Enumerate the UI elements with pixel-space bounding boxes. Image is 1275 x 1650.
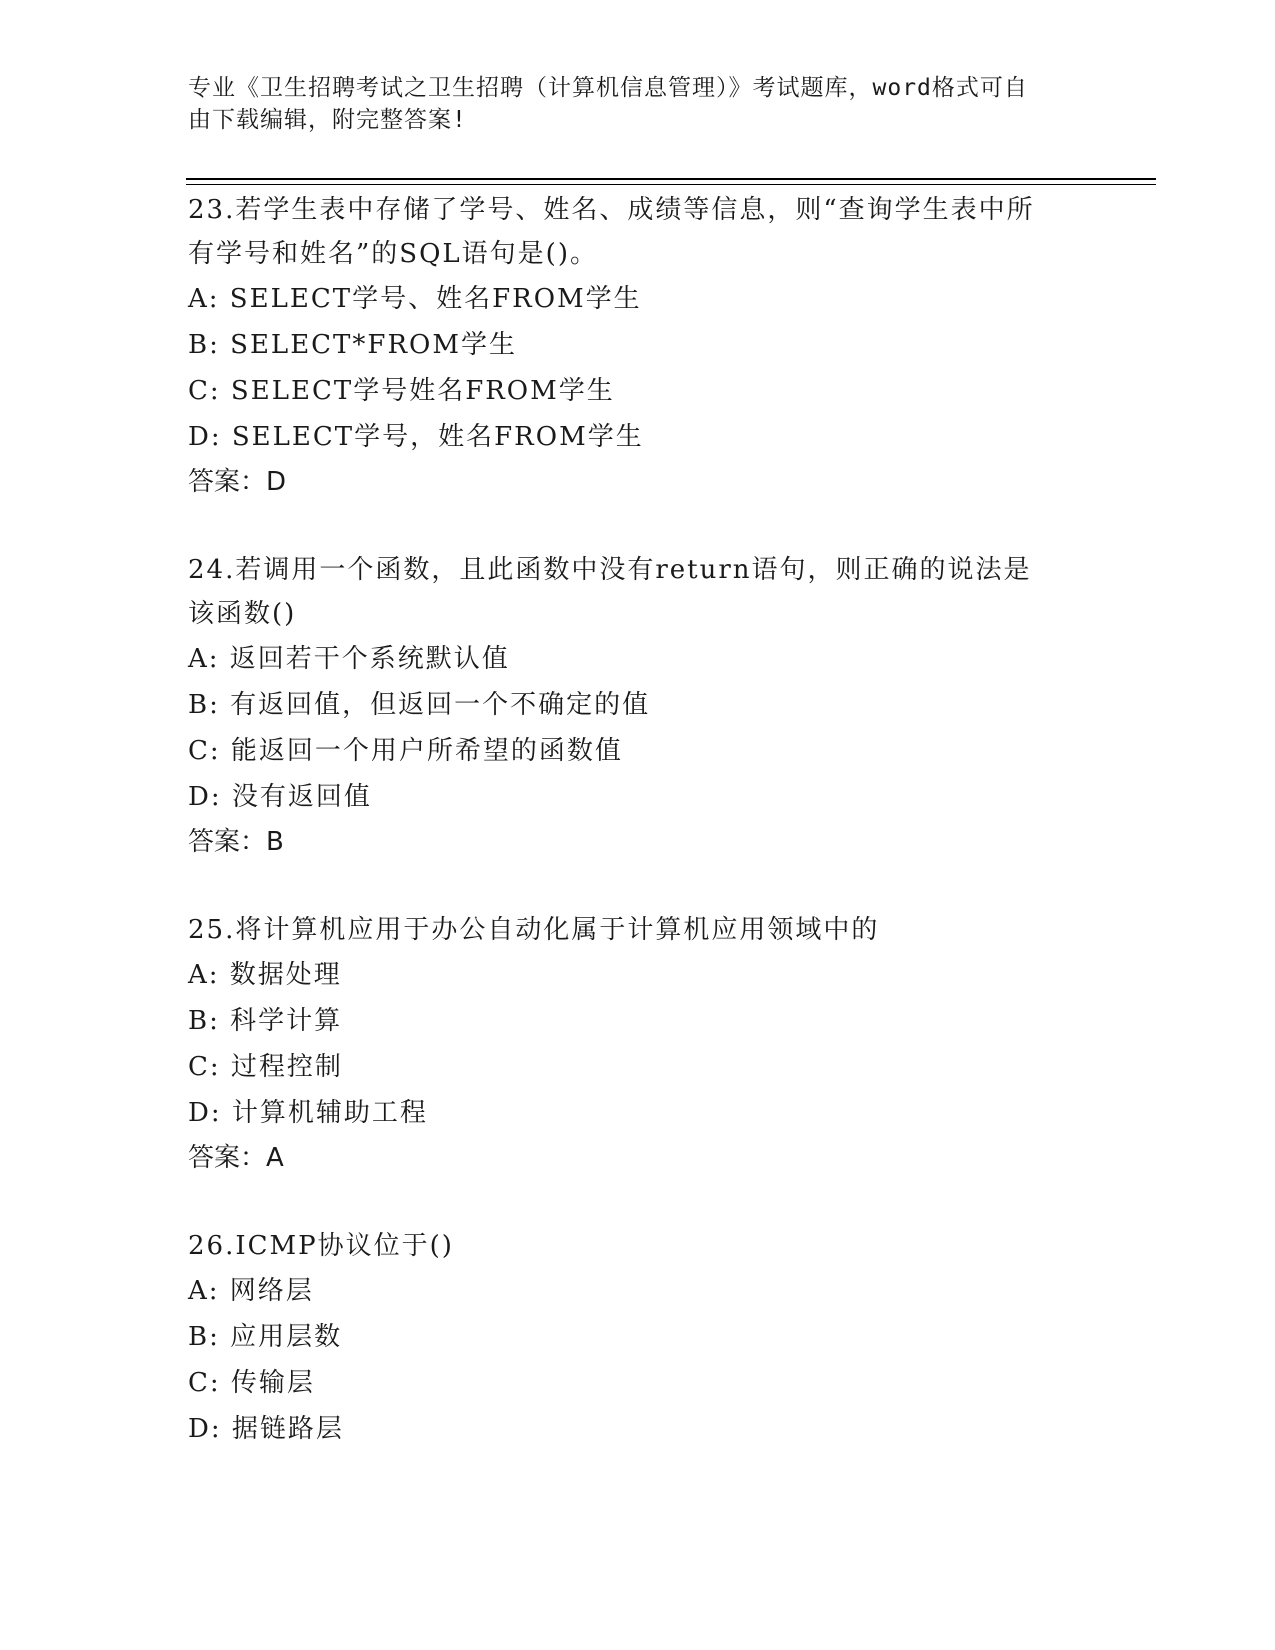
- option-c: C: 过程控制: [188, 1052, 343, 1082]
- question-list: [188, 188, 1088, 1496]
- header-divider-thick: [186, 178, 1156, 180]
- answer-line: 答案：B: [188, 827, 284, 857]
- question-text-line: 有学号和姓名”的SQL语句是()。: [188, 239, 598, 269]
- question-text-line: 该函数(): [188, 599, 297, 629]
- option-a: A: 网络层: [188, 1276, 314, 1306]
- option-d: D: 没有返回值: [188, 782, 372, 812]
- question-text-line: 25.将计算机应用于办公自动化属于计算机应用领域中的: [188, 915, 880, 945]
- option-b: B: 科学计算: [188, 1006, 343, 1036]
- option-d: D: SELECT学号，姓名FROM学生: [188, 422, 644, 452]
- question-26: [188, 1224, 1088, 1452]
- option-b: B: 应用层数: [188, 1322, 343, 1352]
- answer-line: 答案：D: [188, 467, 287, 497]
- option-a: A: SELECT学号、姓名FROM学生: [188, 284, 642, 314]
- option-d: D: 据链路层: [188, 1414, 344, 1444]
- question-23: [188, 188, 1088, 504]
- question-text-line: 24.若调用一个函数，且此函数中没有return语句，则正确的说法是: [188, 555, 1032, 585]
- header-divider-thin: [186, 184, 1156, 185]
- option-a: A: 返回若干个系统默认值: [188, 644, 510, 674]
- question-text-line: 23.若学生表中存储了学号、姓名、成绩等信息，则“查询学生表中所: [188, 195, 1035, 225]
- option-c: C: 传输层: [188, 1368, 315, 1398]
- option-c: C: 能返回一个用户所希望的函数值: [188, 736, 623, 766]
- answer-line: 答案：A: [188, 1143, 284, 1173]
- option-b: B: SELECT*FROM学生: [188, 330, 517, 360]
- header-line-2: 由下载编辑，附完整答案!: [188, 107, 467, 133]
- option-b: B: 有返回值，但返回一个不确定的值: [188, 690, 651, 720]
- option-c: C: SELECT学号姓名FROM学生: [188, 376, 615, 406]
- header-line-1: 专业《卫生招聘考试之卫生招聘（计算机信息管理）》考试题库，word格式可自: [188, 75, 1028, 101]
- question-text-line: 26.ICMP协议位于(): [188, 1231, 454, 1261]
- question-25: [188, 908, 1088, 1180]
- option-d: D: 计算机辅助工程: [188, 1098, 428, 1128]
- question-24: [188, 548, 1088, 864]
- option-a: A: 数据处理: [188, 960, 342, 990]
- document-header: [188, 72, 1068, 136]
